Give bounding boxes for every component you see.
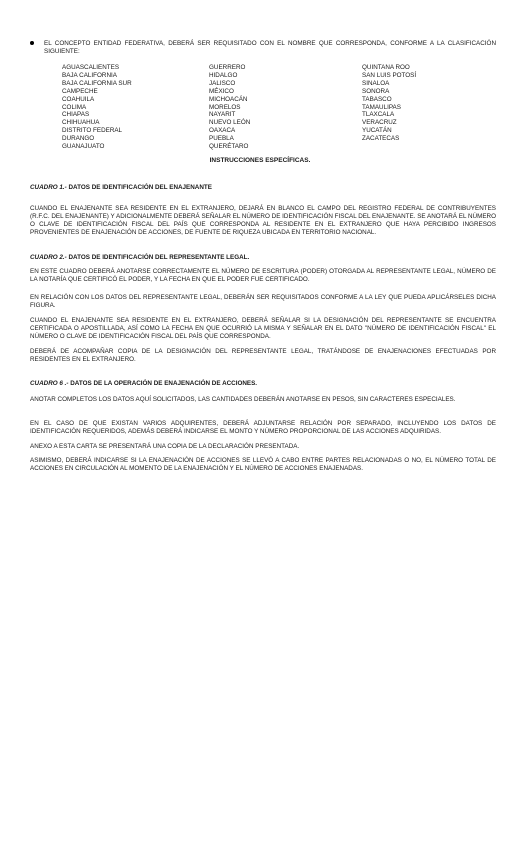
state-name: QUERÉTARO — [209, 143, 249, 151]
state-name: CHIHUAHUA — [62, 119, 100, 127]
state-name: QUINTANA ROO — [362, 64, 410, 71]
state-name: DISTRITO FEDERAL — [62, 127, 123, 135]
state-name: SONORA — [362, 87, 390, 95]
state-name: JALISCO — [209, 79, 236, 87]
state-name: COAHUILA — [62, 95, 95, 103]
state-name: CHIAPAS — [62, 111, 90, 119]
intro-text: EL CONCEPTO ENTIDAD FEDERATIVA, DEBERÁ SER REQUISITADO CON EL NOMBRE QUE CORRESPONDA, CONFORME A LA CLASIFICACIÓN SIGUIENTE: — [44, 40, 496, 55]
states-column-1 — [62, 64, 132, 151]
state-name: MICHOACÁN — [209, 95, 248, 103]
section-6-title: DATOS DE LA OPERACIÓN DE ENAJENACIÓN DE ACCIONES. — [68, 380, 258, 387]
state-name: COLIMA — [62, 103, 87, 111]
section-1-number: CUADRO 1.- — [30, 184, 67, 191]
section-1-heading — [30, 184, 496, 192]
section-1-title: DATOS DE IDENTIFICACIÓN DEL ENAJENANTE — [66, 184, 212, 191]
section-2-paragraph-4: DEBERÁ DE ACOMPAÑAR COPIA DE LA DESIGNACIÓN DEL REPRESENTANTE LEGAL, TRATÁNDOSE DE ENAJENACIONES EFECTUADAS POR RESIDENTES EN EL EXTRANJERO. — [30, 348, 496, 363]
states-column-2 — [209, 64, 250, 151]
instructions-title: INSTRUCCIONES ESPECÍFICAS. — [209, 157, 311, 164]
section-2-paragraph-3: CUANDO EL ENAJENANTE SEA RESIDENTE EN EL EXTRANJERO, DEBERÁ SEÑALAR SI LA DESIGNACIÓN DEL REPRESENTANTE SE ENCUENTRA CERTIFICADA O APOSTILLADA, ASÍ COMO LA FECHA EN QUE OCURRIÓ LA MISMA Y SEÑALAR EN EL DATO "NÚMERO DE IDENTIFICACIÓN FISCAL" EL NÚMERO O CLAVE DE IDENTIFICACIÓN FISCAL DEL PAÍS QUE CORRESPONDA. — [30, 317, 496, 340]
state-name: GUANAJUATO — [62, 143, 105, 151]
state-name: BAJA CALIFORNIA SUR — [62, 79, 132, 87]
section-2-heading — [30, 254, 496, 262]
state-name: SINALOA — [362, 79, 390, 87]
section-2-number: CUADRO 2.- — [30, 254, 67, 261]
section-6-paragraph-2: EN EL CASO DE QUE EXISTAN VARIOS ADQUIRENTES, DEBERÁ ADJUNTARSE RELACIÓN POR SEPARADO, INCLUYENDO LOS DATOS DE IDENTIFICACIÓN REQUERIDOS, ADEMÁS DEBERÁ INDICARSE EL MONTO Y NÚMERO PROPORCIONAL DE LAS ACCIONES ADQUIRIDAS. — [30, 420, 496, 435]
state-name: CAMPECHE — [62, 87, 98, 95]
state-name: AGUASCALIENTES — [62, 64, 120, 71]
section-6-heading — [30, 380, 496, 388]
state-name: MÉXICO — [209, 87, 234, 95]
section-6-paragraph-1: ANOTAR COMPLETOS LOS DATOS AQUÍ SOLICITADOS, LAS CANTIDADES DEBERÁN ANOTARSE EN PESOS, SIN CARACTERES ESPECIALES. — [30, 396, 456, 403]
state-name: MORELOS — [209, 103, 241, 111]
section-2-title: DATOS DE IDENTIFICACIÓN DEL REPRESENTANTE LEGAL. — [66, 254, 250, 261]
state-name: PUEBLA — [209, 135, 234, 143]
section-2-paragraph-1: EN ESTE CUADRO DEBERÁ ANOTARSE CORRECTAMENTE EL NÚMERO DE ESCRITURA (PODER) OTORGADA AL REPRESENTANTE LEGAL, NÚMERO DE LA NOTARÍA QUE CERTIFICÓ EL PODER, Y LA FECHA EN QUE EL PODER FUE CERTIFICADO. — [30, 268, 496, 283]
section-2-paragraph-2: EN RELACIÓN CON LOS DATOS DEL REPRESENTANTE LEGAL, DEBERÁN SER REQUISITADOS CONFORME A LA LEY QUE PUEDA APLICÁRSELES DICHA FIGURA. — [30, 294, 496, 309]
states-column-3 — [362, 64, 416, 143]
state-name: DURANGO — [62, 135, 95, 143]
section-6-paragraph-4: ASIMISMO, DEBERÁ INDICARSE SI LA ENAJENACIÓN DE ACCIONES SE LLEVÓ A CABO ENTRE PARTES RELACIONADAS O NO, EL NÚMERO TOTAL DE ACCIONES EN CIRCULACIÓN AL MOMENTO DE LA ENAJENACIÓN Y EL NÚMERO DE ACCIONES ENAJENADAS. — [30, 457, 496, 472]
state-name: YUCATÁN — [362, 127, 392, 135]
bullet-icon — [30, 41, 34, 45]
state-name: TAMAULIPAS — [362, 103, 401, 111]
section-6-number: CUADRO 6 .- — [30, 380, 69, 387]
state-name: TLAXCALA — [362, 111, 395, 119]
state-name: NAYARIT — [209, 111, 236, 119]
state-name: TABASCO — [362, 95, 392, 103]
state-name: GUERRERO — [209, 64, 246, 71]
section-6-paragraph-3: ANEXO A ESTA CARTA SE PRESENTARÁ UNA COPIA DE LA DECLARACIÓN PRESENTADA. — [30, 443, 300, 450]
intro-bullet — [30, 40, 496, 56]
state-name: OAXACA — [209, 127, 236, 135]
state-name: VERACRUZ — [362, 119, 397, 127]
state-name: NUEVO LEÓN — [209, 119, 251, 127]
state-name: HIDALGO — [209, 71, 238, 79]
state-name: ZACATECAS — [362, 135, 400, 143]
state-name: BAJA CALIFORNIA — [62, 71, 117, 79]
state-name: SAN LUIS POTOSÍ — [362, 71, 417, 79]
section-1-paragraph-1: CUANDO EL ENAJENANTE SEA RESIDENTE EN EL EXTRANJERO, DEJARÁ EN BLANCO EL CAMPO DEL REGISTRO FEDERAL DE CONTRIBUYENTES (R.F.C. DEL ENAJENANTE) Y ADICIONALMENTE DEBERÁ SEÑALAR EL NÚMERO DE IDENTIFICACIÓN FISCAL DEL ENAJENANTE. SE ANOTARÁ EL NÚMERO O CLAVE DE IDENTIFICACIÓN FISCAL DEL PAÍS QUE CORRESPONDA AL RESIDENTE EN EL EXTRANJERO QUE HAYA PERCIBIDO INGRESOS PROVENIENTES DE ENAJENACIÓN DE ACCIONES, DE FUENTE DE RIQUEZA UBICADA EN TERRITORIO NACIONAL. — [30, 205, 496, 236]
